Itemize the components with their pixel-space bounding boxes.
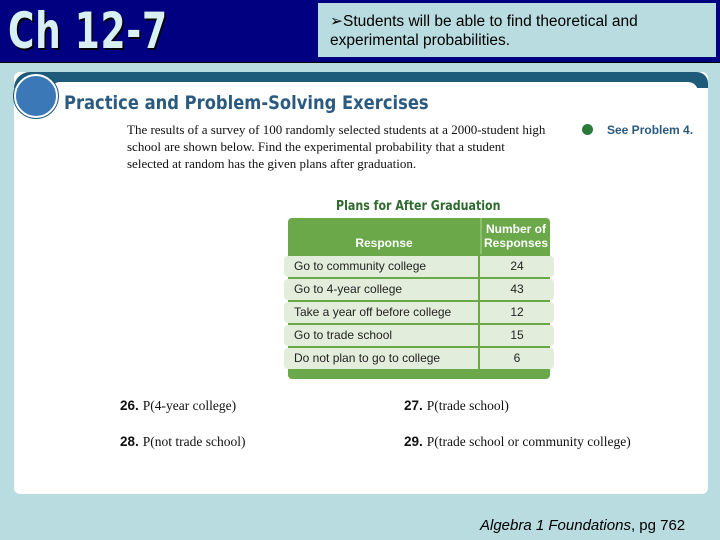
table-row bbox=[284, 325, 554, 346]
exercise-number: 29. bbox=[404, 434, 423, 449]
exercise-number: 28. bbox=[120, 434, 139, 449]
page-ref: , pg 762 bbox=[630, 517, 686, 534]
exercise-text: P(trade school or community college) bbox=[426, 434, 631, 449]
chapter-title: Ch 12-7 bbox=[8, 2, 168, 60]
table-row bbox=[284, 302, 554, 323]
table-row bbox=[284, 279, 554, 300]
response-cell: Do not plan to go to college bbox=[284, 348, 480, 369]
book-title: Algebra 1 Foundations bbox=[480, 517, 631, 534]
exercise-26 bbox=[120, 398, 236, 414]
objective-text: Students will be able to find theoretical and experimental probabilities. bbox=[330, 13, 638, 49]
table-title: Plans for After Graduation bbox=[336, 199, 501, 214]
header-bar bbox=[0, 0, 720, 63]
exercise-number: 27. bbox=[404, 398, 423, 413]
exercise-29 bbox=[404, 434, 631, 450]
table-header bbox=[288, 218, 550, 254]
response-cell: Go to 4-year college bbox=[284, 279, 480, 300]
citation bbox=[480, 517, 685, 534]
see-problem-label: See Problem 4. bbox=[607, 123, 694, 137]
count-cell: 6 bbox=[513, 351, 521, 365]
exercise-number: 26. bbox=[120, 398, 139, 413]
table-row bbox=[284, 256, 554, 277]
count-cell: 24 bbox=[510, 259, 524, 273]
section-title: Practice and Problem-Solving Exercises bbox=[64, 92, 429, 114]
count-cell: 43 bbox=[510, 282, 524, 296]
header-response: Response bbox=[288, 218, 482, 254]
exercise-28 bbox=[120, 434, 246, 450]
data-table bbox=[288, 218, 550, 379]
count-cell: 12 bbox=[510, 305, 524, 319]
arrow-icon bbox=[582, 124, 593, 135]
response-cell: Go to community college bbox=[284, 256, 480, 277]
online-homework-logo bbox=[14, 74, 58, 118]
objective-box: ➢Students will be able to find theoretical and experimental probabilities. bbox=[318, 3, 716, 57]
response-cell: Take a year off before college bbox=[284, 302, 480, 323]
count-cell: 15 bbox=[510, 328, 524, 342]
see-problem-link[interactable] bbox=[582, 123, 693, 137]
header-count: Number of Responses bbox=[483, 222, 549, 250]
exercise-text: P(not trade school) bbox=[142, 434, 246, 449]
exercise-text: P(trade school) bbox=[426, 398, 509, 413]
response-cell: Go to trade school bbox=[284, 325, 480, 346]
table-row bbox=[284, 348, 554, 369]
exercise-text: P(4-year college) bbox=[142, 398, 237, 413]
intro-text: The results of a survey of 100 randomly selected students at a 2000-student high school are shown below. Find the experimental probability that a student selected at random has the given plans after graduation. bbox=[127, 122, 546, 171]
exercise-27 bbox=[404, 398, 509, 414]
